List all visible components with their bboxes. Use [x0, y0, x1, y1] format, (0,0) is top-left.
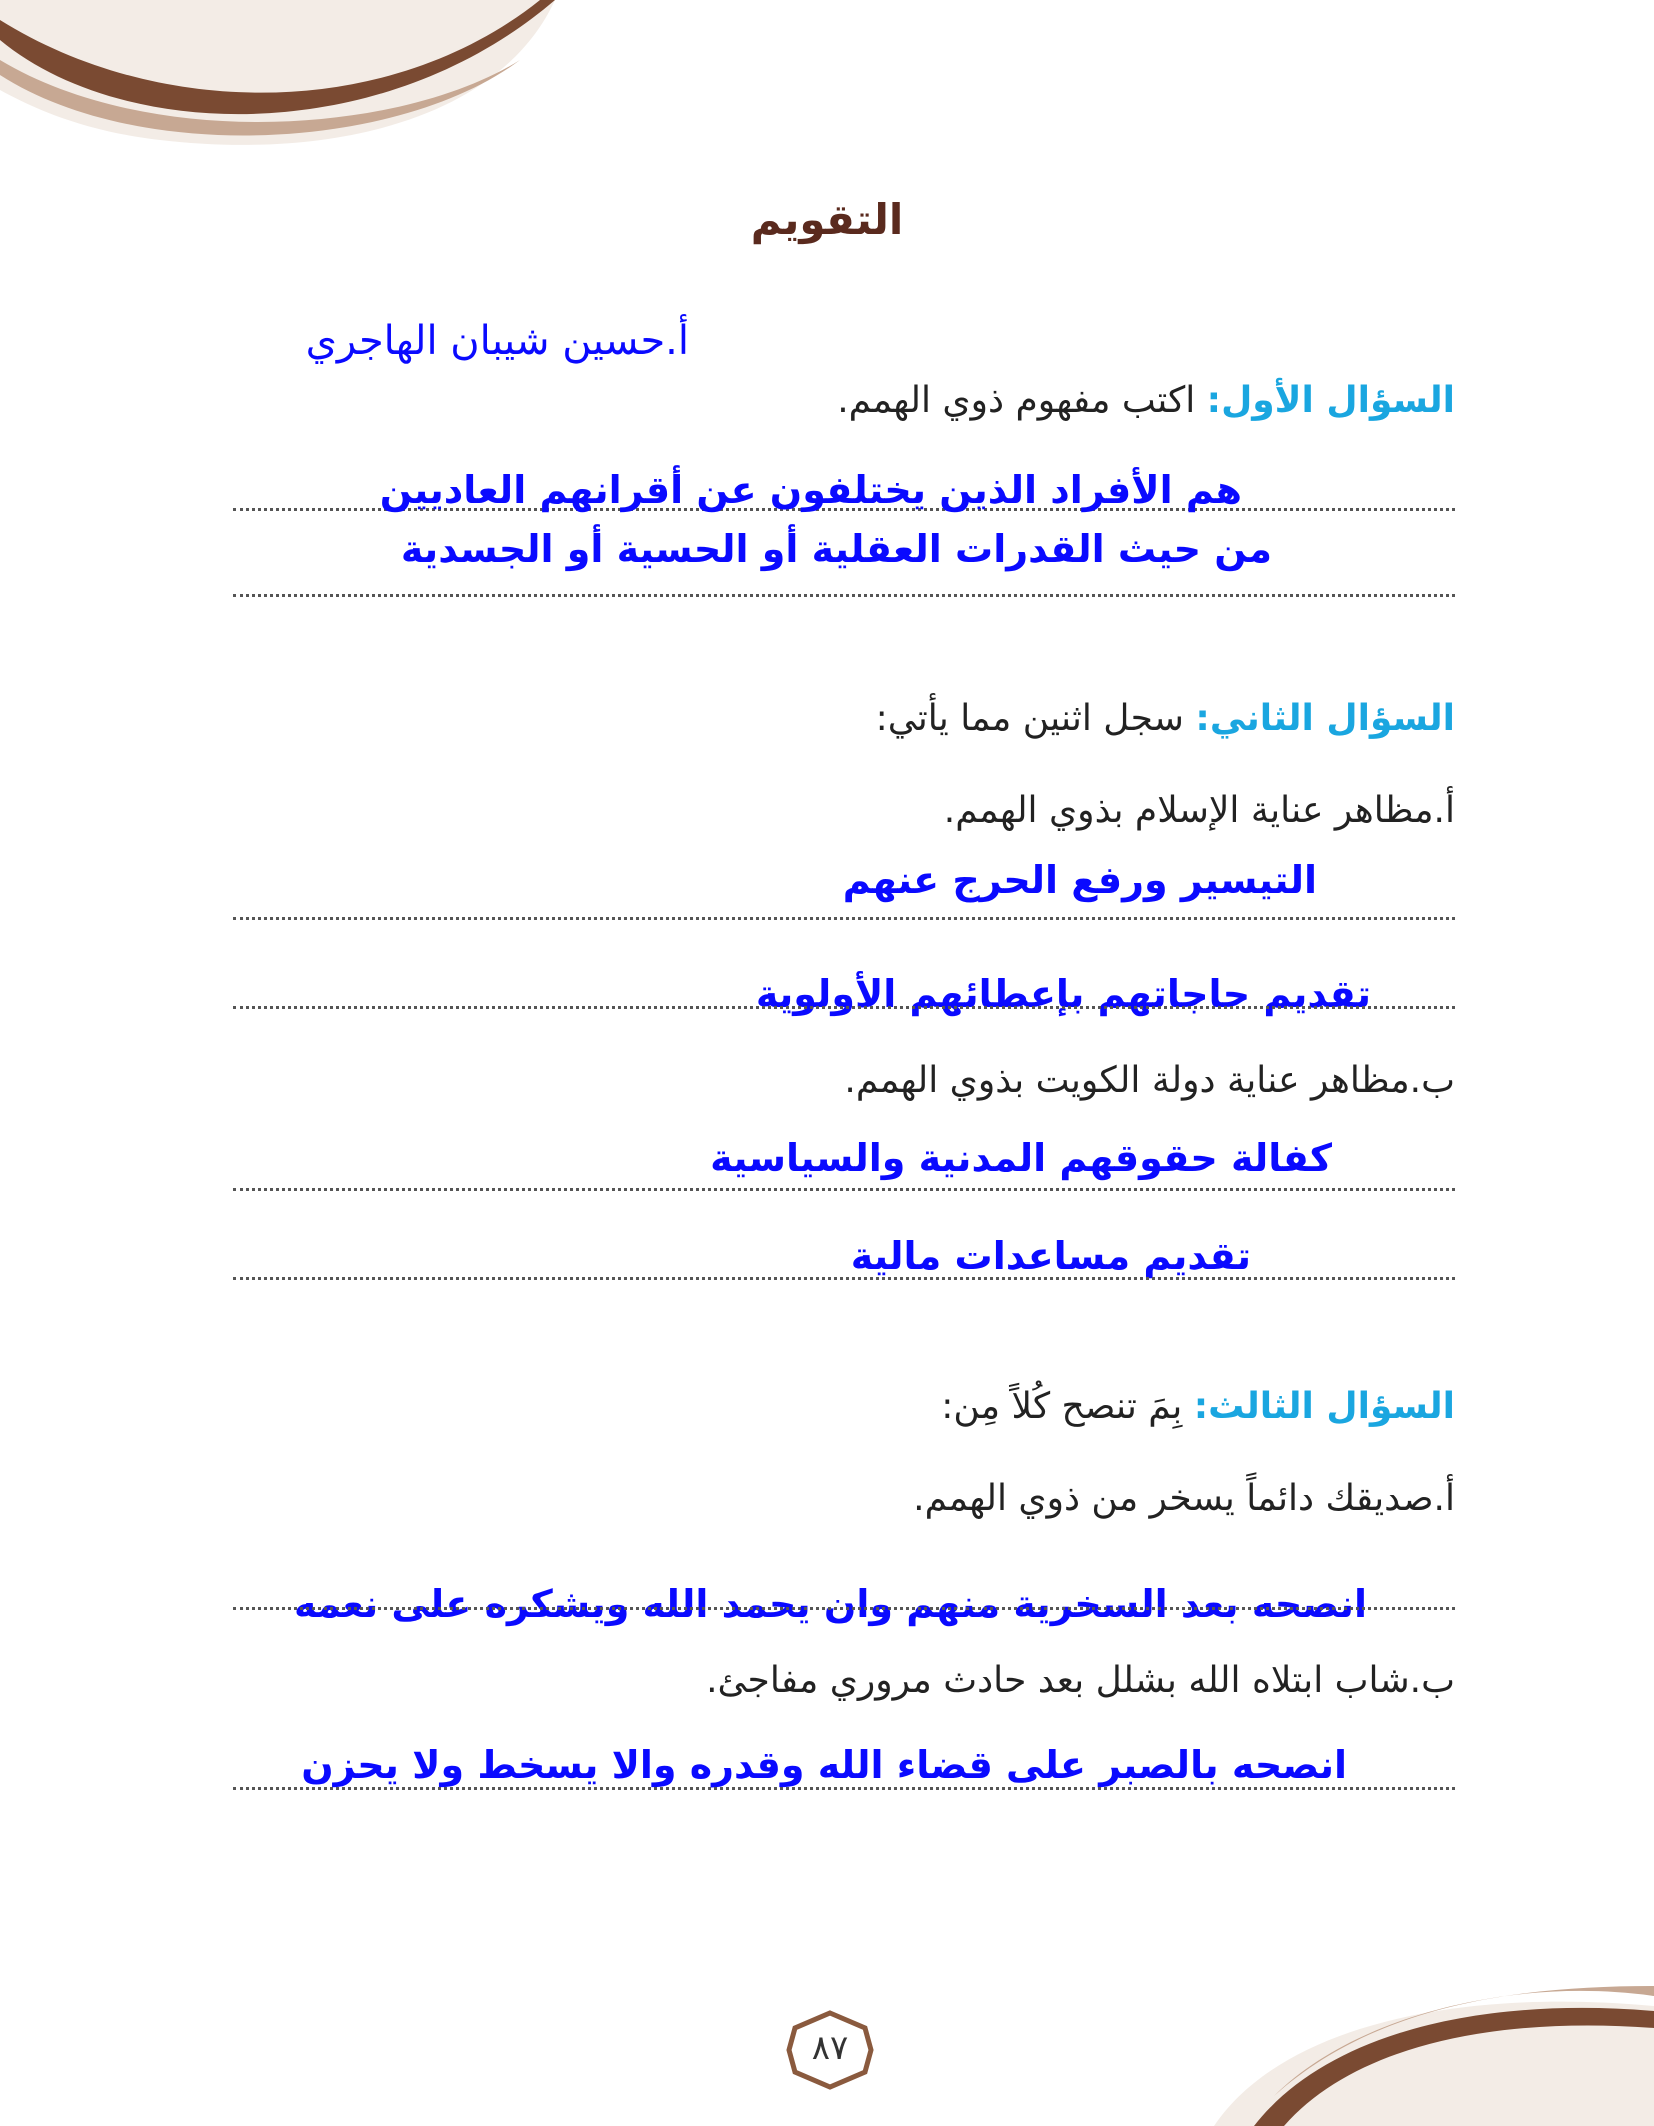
- question-3b: ب.شاب ابتلاه الله بشلل بعد حادث مروري مفاجئ.: [706, 1660, 1455, 1701]
- question-1-text: اكتب مفهوم ذوي الهمم.: [837, 380, 1207, 421]
- page-number: ٨٧: [811, 2028, 849, 2068]
- question-2-text: سجل اثنين مما يأتي:: [875, 698, 1196, 739]
- answer-line: [233, 1787, 1455, 1790]
- answer-line: [233, 1188, 1455, 1191]
- page-title: التقويم: [750, 195, 904, 244]
- answer-line: [233, 1006, 1455, 1009]
- answer-1-line-1: هم الأفراد الذين يختلفون عن أقرانهم العاديين: [379, 468, 1242, 512]
- question-2a: أ.مظاهر عناية الإسلام بذوي الهمم.: [943, 790, 1455, 831]
- answer-line: [233, 917, 1455, 920]
- answer-line: [233, 1607, 1455, 1610]
- question-1: [837, 380, 1455, 421]
- answer-2a-1: التيسير ورفع الحرج عنهم: [842, 858, 1317, 902]
- question-3-text: بِمَ تنصح كُلاً مِن:: [941, 1386, 1194, 1427]
- question-2: [876, 698, 1455, 739]
- answer-2b-2: تقديم مساعدات مالية: [850, 1234, 1251, 1278]
- question-3a: أ.صديقك دائماً يسخر من ذوي الهمم.: [913, 1478, 1455, 1519]
- question-2-label: السؤال الثاني:: [1195, 698, 1455, 739]
- question-3: [941, 1386, 1455, 1427]
- answer-2b-1: كفالة حقوقهم المدنية والسياسية: [710, 1136, 1332, 1180]
- question-2b: ب.مظاهر عناية دولة الكويت بذوي الهمم.: [844, 1060, 1455, 1101]
- answer-2a-2: تقديم حاجاتهم بإعطائهم الأولوية: [755, 972, 1371, 1016]
- answer-line: [233, 594, 1455, 597]
- answer-3a: انصحه بعد السخرية منهم وان يحمد الله ويشكره على نعمه: [293, 1582, 1367, 1626]
- answer-1-line-2: من حيث القدرات العقلية أو الحسية أو الجسدية: [400, 527, 1272, 571]
- bottom-right-ornament: [1214, 1976, 1654, 2126]
- author-name: أ.حسين شيبان الهاجري: [305, 318, 689, 364]
- page-number-badge: [785, 2010, 875, 2090]
- answer-3b: انصحه بالصبر على قضاء الله وقدره والا يسخط ولا يحزن: [301, 1743, 1347, 1787]
- top-left-ornament: [0, 0, 560, 160]
- answer-line: [233, 1277, 1455, 1280]
- question-3-label: السؤال الثالث:: [1193, 1386, 1455, 1427]
- question-1-label: السؤال الأول:: [1206, 380, 1455, 421]
